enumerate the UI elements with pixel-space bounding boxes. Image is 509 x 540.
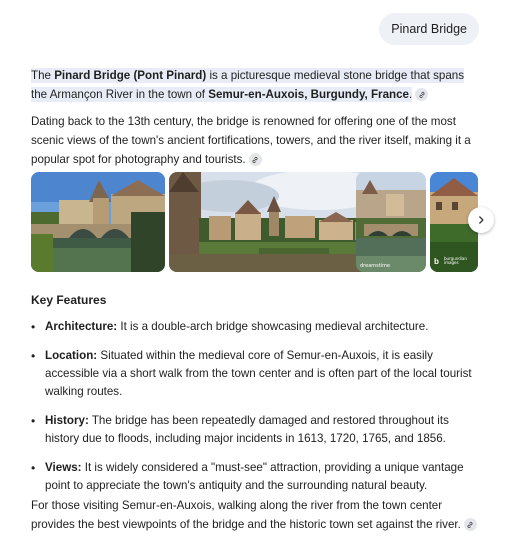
history-text: Dating back to the 13th century, the bridge is renowned for offering one of the most scenic views of the town's ancient fortifications, towers, and the river itself, making it a popular spot for photography and tourists. [31, 115, 471, 166]
closing-paragraph [31, 496, 481, 534]
intro-paragraph [31, 66, 481, 104]
bridge-image-1[interactable] [31, 172, 165, 272]
image-carousel [31, 172, 501, 274]
bridge-name: Pinard Bridge (Pont Pinard) [54, 69, 207, 82]
bridge-image-2[interactable] [169, 172, 383, 272]
feature-term: History: [45, 414, 89, 427]
closing-text: For those visiting Semur-en-Auxois, walking along the river from the town center provides the best viewpoints of the bridge and the historic town set against the river. [31, 499, 461, 531]
intro-text-mid: is a picturesque medieval stone bridge that spans the Armançon River in the town of [31, 69, 465, 101]
bridge-location: Semur-en-Auxois, Burgundy, France [208, 88, 409, 101]
user-query-text: Pinard Bridge [391, 22, 467, 36]
list-item [31, 347, 481, 401]
chevron-right-icon [476, 215, 486, 225]
feature-term: Views: [45, 461, 82, 474]
image-watermark: dreamstime [360, 263, 391, 269]
feature-term: Architecture: [45, 320, 118, 333]
image-watermark: burgundian images [444, 256, 467, 265]
watermark-logo: b [434, 257, 439, 266]
intro-text-post: . [409, 88, 413, 101]
carousel-next-button[interactable] [468, 207, 494, 233]
feature-text: The bridge has been repeatedly damaged and restored throughout its history due to floods, including major incidents in 1613, 1720, 1765, and 1856. [45, 414, 449, 445]
intro-highlight [31, 68, 464, 102]
features-list [31, 318, 481, 506]
list-item [31, 318, 481, 336]
link-icon[interactable] [464, 518, 477, 531]
feature-text: Situated within the medieval core of Semur-en-Auxois, it is easily accessible via a short walk from the town center and is often part of the local tourist walking routes. [45, 349, 472, 398]
link-icon[interactable] [415, 88, 428, 101]
link-icon[interactable] [249, 153, 262, 166]
history-paragraph [31, 112, 481, 169]
feature-term: Location: [45, 349, 98, 362]
list-item [31, 459, 481, 495]
section-heading: Key Features [31, 293, 107, 307]
bridge-image-3[interactable] [356, 172, 426, 272]
user-query-bubble [379, 13, 479, 45]
intro-text-pre: The [31, 69, 55, 82]
feature-text: It is widely considered a "must-see" attraction, providing a unique vantage point to appreciate the town's antiquity and the surrounding natural beauty. [45, 461, 464, 492]
list-item [31, 412, 481, 448]
feature-text: It is a double-arch bridge showcasing medieval architecture. [117, 320, 429, 333]
